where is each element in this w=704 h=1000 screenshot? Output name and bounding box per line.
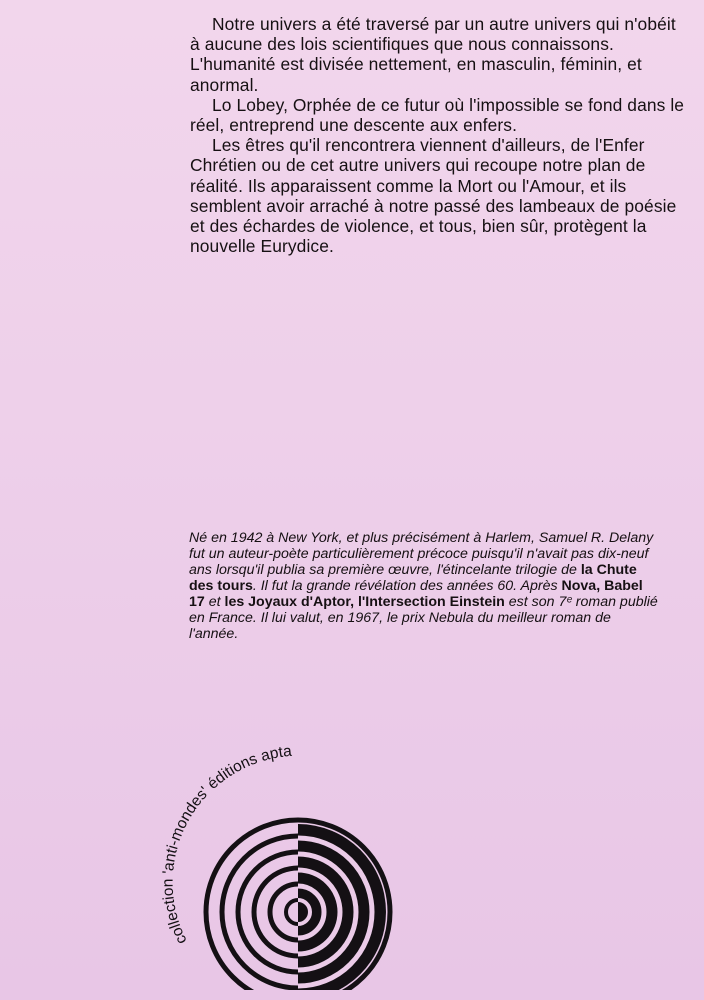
- bio-title-chute: la Chute des tours: [189, 562, 637, 594]
- bio-title-nova-babel: Nova, Babel 17: [189, 578, 643, 610]
- blurb-paragraph-1: Notre univers a été traversé par un autre univers qui n'obéit à aucune des lois scientifiques que nous connaissons. L'humanité est divisée nettement, en masculin, féminin, et anormal.: [190, 14, 676, 95]
- back-cover-blurb: [190, 14, 690, 256]
- author-bio: [189, 530, 659, 642]
- bio-text-3: et: [204, 594, 225, 610]
- author-bio-text: [189, 530, 659, 642]
- bio-text-1: Né en 1942 à New York, et plus précisément à Harlem, Samuel R. Delany fut un auteur-poète particulièrement précoce puisqu'il n'avait pas dix-neuf ans lorsqu'il publia sa première œuvre, l'étincelante trilogie de: [189, 530, 654, 578]
- publisher-logo-text: collection 'anti-mondes' éditions apta: [160, 742, 293, 947]
- bio-title-joyaux-intersection: les Joyaux d'Aptor, l'Intersection Einstein: [224, 594, 505, 610]
- publisher-logo: [160, 734, 450, 990]
- concentric-circles-icon: [206, 820, 390, 990]
- blurb-paragraph-2: Lo Lobey, Orphée de ce futur où l'impossible se fond dans le réel, entreprend une descente aux enfers.: [190, 94, 685, 136]
- bio-text-2: . Il fut la grande révélation des années 60. Après: [252, 578, 562, 594]
- blurb-paragraph-3: Les êtres qu'il rencontrera viennent d'ailleurs, de l'Enfer Chrétien ou de cet autre univers qui recoupe notre plan de réalité. Ils apparaissent comme la Mort ou l'Amour, et ils semblent avoir arraché à notre passé des lambeaux de poésie et des échardes de violence, et tous, bien sûr, protègent la nouvelle Eurydice.: [190, 135, 677, 257]
- bio-text-4: est son 7ᵉ roman publié en France. Il lui valut, en 1967, le prix Nebula du meilleur roman de l'année.: [189, 594, 658, 642]
